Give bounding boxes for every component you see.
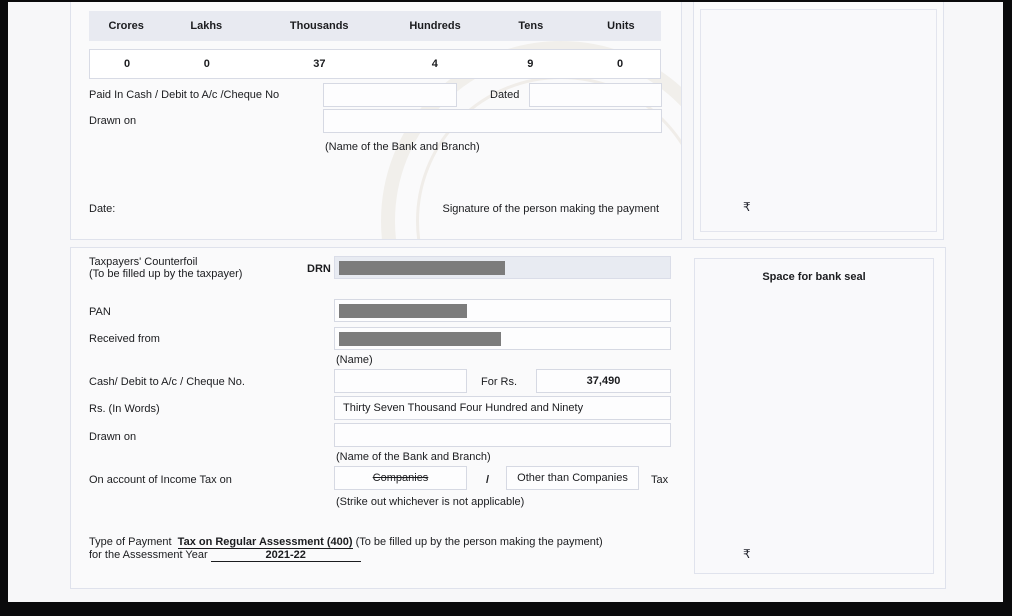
in-words-label: Rs. (In Words) [89, 403, 160, 415]
tax-label: Tax [651, 474, 669, 486]
drawn-on-label-counterfoil: Drawn on [89, 431, 137, 443]
assessment-year-value: 2021-22 [211, 549, 361, 562]
type-of-payment-hint: (To be filled up by the person making the payment) [355, 536, 603, 548]
received-from-field [334, 327, 671, 350]
bank-branch-hint: (Name of the Bank and Branch) [325, 141, 480, 153]
bank-branch-hint-counterfoil: (Name of the Bank and Branch) [336, 451, 491, 463]
companies-option: Companies [334, 466, 467, 490]
amount-value-thousands: 37 [313, 58, 326, 70]
dated-label: Dated [490, 89, 520, 101]
amount-value-hundreds: 4 [431, 58, 438, 70]
signature-label: Signature of the person making the payment [442, 203, 659, 215]
amount-in-words-field: Thirty Seven Thousand Four Hundred and Ninety [334, 396, 671, 420]
amount-table-header-row [89, 11, 661, 41]
counterfoil-section [70, 247, 946, 589]
amount-value-tens: 9 [527, 58, 534, 70]
cash-cheque-label: Cash/ Debit to A/c / Cheque No. [89, 376, 245, 388]
rupee-symbol-bottom: ₹ [743, 547, 751, 561]
date-label: Date: [89, 203, 116, 215]
pan-label: PAN [89, 306, 111, 318]
amount-header-hundreds: Hundreds [409, 20, 461, 32]
amount-header-lakhs: Lakhs [190, 20, 223, 32]
amount-table-value-row [89, 49, 661, 79]
bank-seal-title: Space for bank seal [762, 271, 866, 283]
name-hint: (Name) [336, 354, 373, 366]
paid-in-cash-label: Paid In Cash / Debit to A/c /Cheque No [89, 89, 280, 101]
amount-header-crores: Crores [108, 20, 144, 32]
for-rs-label: For Rs. [481, 376, 518, 388]
bank-seal-box [694, 258, 934, 574]
assessment-year-label: for the Assessment Year [89, 549, 208, 561]
amount-header-tens: Tens [518, 20, 544, 32]
amount-header-units: Units [607, 20, 635, 32]
amount-box-top-inner [700, 9, 937, 232]
drawn-on-input-counterfoil[interactable] [334, 423, 671, 447]
amount-box-top [693, 2, 944, 240]
strike-out-hint: (Strike out whichever is not applicable) [336, 496, 525, 508]
pan-field [334, 299, 671, 322]
cash-cheque-input[interactable] [334, 369, 467, 393]
type-of-payment-value: Tax on Regular Assessment (400) [177, 536, 353, 548]
type-of-payment-label: Type of Payment [89, 536, 172, 548]
type-of-payment-row [89, 536, 603, 549]
assessment-year-row [89, 549, 361, 562]
amount-field: 37,490 [536, 369, 671, 393]
received-from-label: Received from [89, 333, 160, 345]
paid-in-cash-input[interactable] [323, 83, 457, 107]
amount-value-crores: 0 [123, 58, 131, 70]
challan-page [8, 2, 1003, 602]
amount-value-units: 0 [617, 58, 624, 70]
drawn-on-input[interactable] [323, 109, 662, 133]
amount-value-lakhs: 0 [203, 58, 210, 70]
other-than-companies-option: Other than Companies [506, 466, 639, 490]
counterfoil-subtitle: (To be filled up by the taxpayer) [89, 268, 243, 280]
amount-header-thousands: Thousands [289, 20, 349, 32]
received-from-redacted-value [339, 332, 501, 346]
pan-redacted-value [339, 304, 467, 318]
counterfoil-title: Taxpayers' Counterfoil [89, 256, 198, 268]
drn-redacted-value [339, 261, 505, 275]
option-separator: / [486, 474, 490, 486]
drn-field [334, 256, 671, 279]
payment-section [70, 2, 682, 240]
drawn-on-label: Drawn on [89, 115, 137, 127]
rupee-symbol-top: ₹ [743, 200, 751, 214]
dated-input[interactable] [529, 83, 662, 107]
drn-label: DRN [307, 263, 331, 275]
on-account-label: On account of Income Tax on [89, 474, 232, 486]
